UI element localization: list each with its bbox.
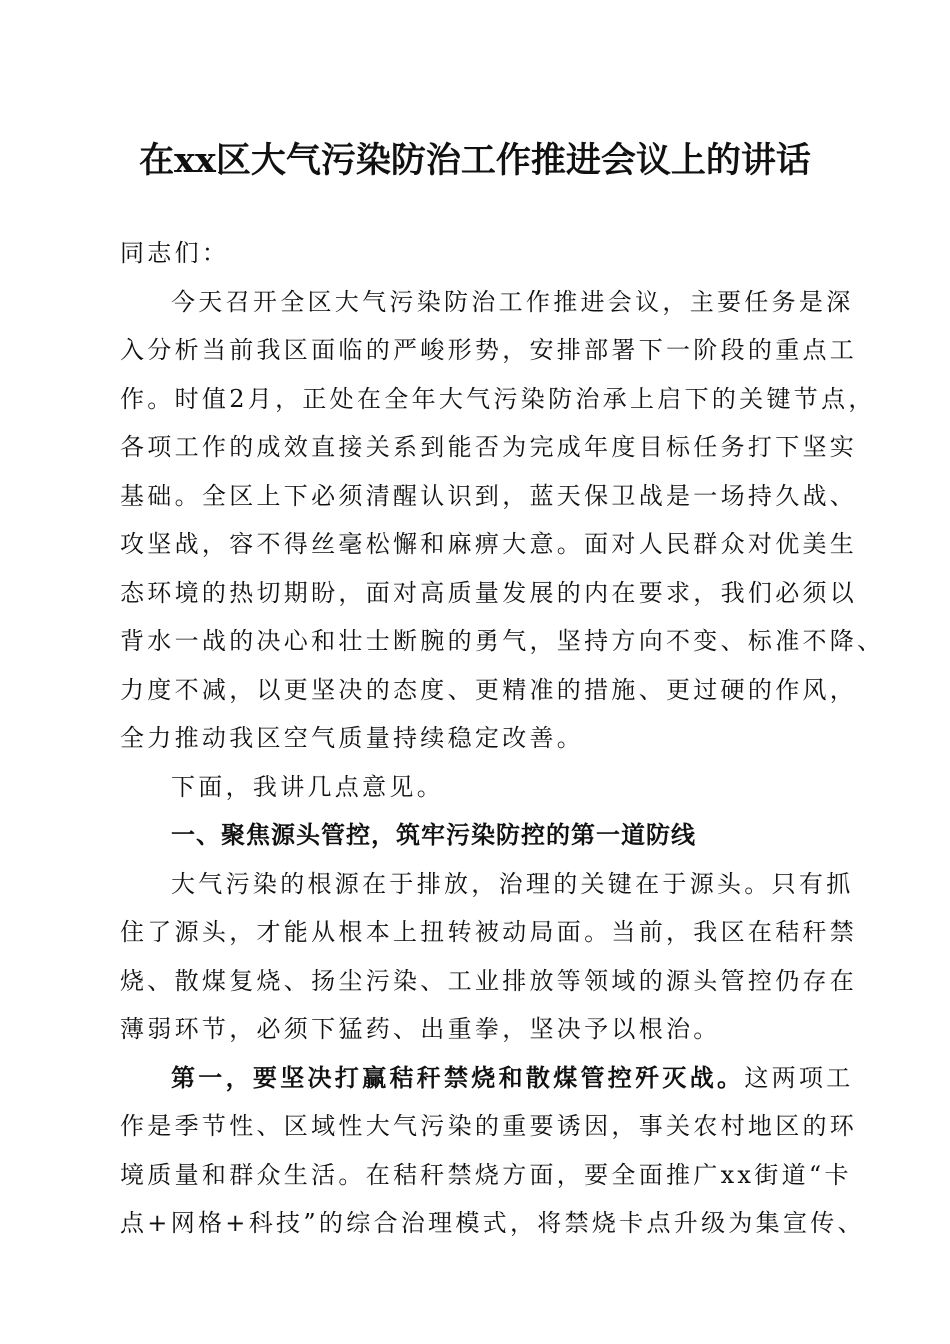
text-line: 态环境的热切期盼，面对高质量发展的内在要求，我们必须以 — [120, 578, 858, 607]
document-title: 在xx区大气污染防治工作推进会议上的讲话 — [139, 140, 811, 181]
text-line: 基础。全区上下必须清醒认识到，蓝天保卫战是一场持久战、 — [120, 481, 858, 510]
salutation: 同志们： — [120, 239, 230, 267]
paragraph-first-point — [120, 1054, 865, 1248]
text-line: 各项工作的成效直接关系到能否为完成年度目标任务打下坚实 — [120, 433, 858, 461]
text-line: 入分析当前我区面临的严峻形势，安排部署下一阶段的重点工 — [120, 336, 858, 364]
paragraph-source-control — [120, 860, 858, 1054]
paragraph-transition: 下面，我讲几点意见。 — [171, 772, 444, 801]
text-line: 攻坚战，容不得丝毫松懈和麻痹大意。面对人民群众对优美生 — [120, 530, 858, 558]
point-lead: 第一，要坚决打赢秸秆禁烧和散煤管控歼灭战。 — [171, 1062, 745, 1092]
text-line: 力度不减，以更坚决的态度、更精准的措施、更过硬的作风， — [120, 675, 858, 704]
text-line: 全力推动我区空气质量持续稳定改善。 — [120, 724, 585, 752]
text-line: 大气污染的根源在于排放，治理的关键在于源头。只有抓 — [171, 869, 854, 898]
text-line: 境质量和群众生活。在秸秆禁烧方面，要全面推广xx街道“卡 — [120, 1160, 852, 1189]
text-line: 薄弱环节，必须下猛药、出重拳，坚决予以根治。 — [120, 1015, 721, 1043]
point-rest: 这两项工 — [744, 1063, 854, 1092]
text-line: 今天召开全区大气污染防治工作推进会议，主要任务是深 — [171, 287, 854, 316]
text-line: 背水一战的决心和壮士断腕的勇气，坚持方向不变、标准不降、 — [120, 627, 885, 655]
document-body — [120, 229, 885, 1248]
text-line: 住了源头，才能从根本上扭转被动局面。当前，我区在秸秆禁 — [120, 918, 858, 946]
paragraph-intro — [120, 278, 885, 763]
text-line: 作是季节性、区域性大气污染的重要诱因，事关农村地区的环 — [120, 1112, 858, 1140]
section-heading: 一、聚焦源头管控，筑牢污染防控的第一道防线 — [171, 821, 696, 849]
text-line: 作。时值2月，正处在全年大气污染防治承上启下的关键节点， — [120, 384, 876, 413]
text-line: 烧、散煤复烧、扬尘污染、工业排放等领域的源头管控仍存在 — [120, 966, 858, 995]
text-line — [120, 1054, 854, 1103]
text-line: 点+网格+科技”的综合治理模式，将禁烧卡点升级为集宣传、 — [120, 1209, 865, 1237]
